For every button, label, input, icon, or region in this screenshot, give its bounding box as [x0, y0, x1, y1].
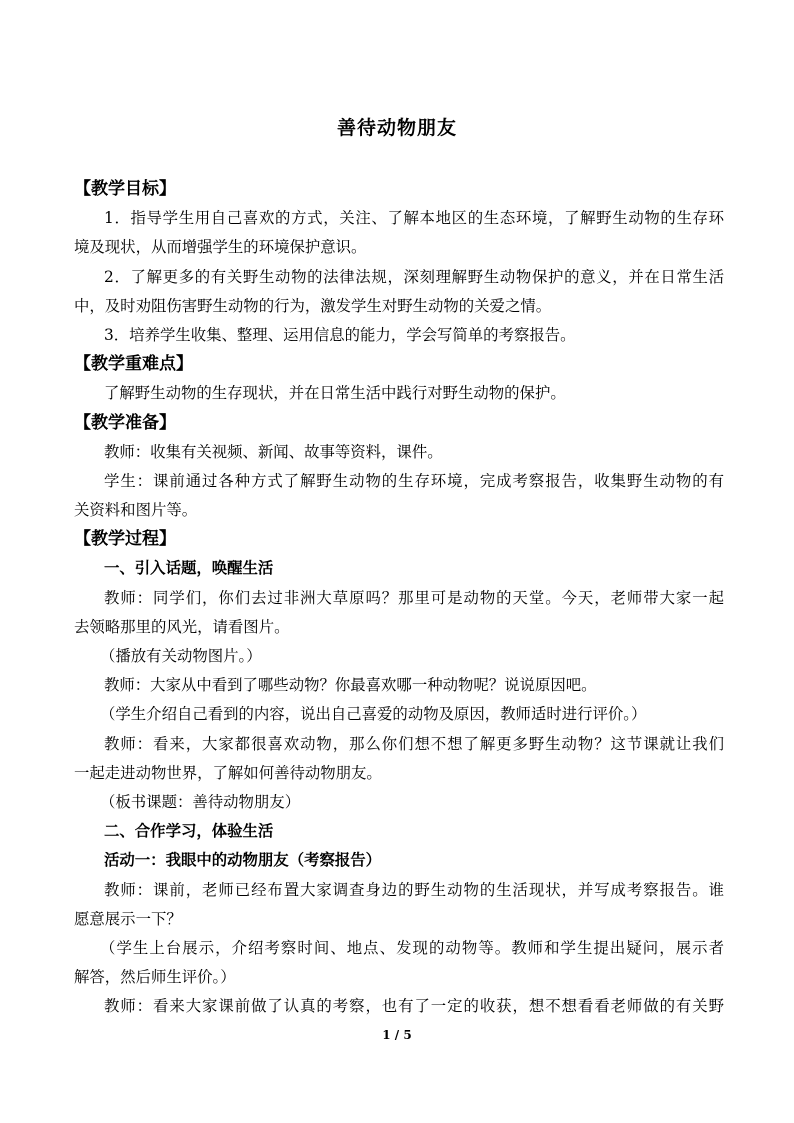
text-line: 教师：收集有关视频、新闻、故事等资料，课件。 [104, 442, 443, 461]
text-line: 境及现状，从而增强学生的环境保护意识。 [74, 238, 367, 257]
page-number: 1 / 5 [382, 1028, 412, 1042]
text-line: （学生上台展示，介绍考察时间、地点、发现的动物等。教师和学生提出疑问，展示者 [100, 938, 724, 957]
text-line: 1．指导学生用自己喜欢的方式，关注、了解本地区的生态环境，了解野生动物的生存环 [104, 209, 724, 228]
text-line: 活动一：我眼中的动物朋友（考察报告） [104, 851, 382, 870]
text-line: 教师：大家从中看到了哪些动物？你最喜欢哪一种动物呢？说说原因吧。 [104, 676, 597, 695]
document-body [74, 175, 724, 1021]
text-line: 解答，然后师生评价。） [74, 968, 236, 987]
section-heading: 【教学准备】 [74, 412, 176, 433]
text-line: 3．培养学生收集、整理、运用信息的能力，学会写简单的考察报告。 [104, 325, 576, 344]
text-line: 2．了解更多的有关野生动物的法律法规，深刻理解野生动物保护的意义，并在日常生活 [104, 267, 724, 286]
text-line: 关资料和图片等。 [74, 501, 198, 520]
text-line: 去领略那里的风光，请看图片。 [74, 617, 290, 636]
text-line: 教师：同学们，你们去过非洲大草原吗？那里可是动物的天堂。今天，老师带大家一起 [104, 588, 724, 607]
text-line: 一、引入话题，唤醒生活 [104, 559, 274, 578]
text-line: （播放有关动物图片。） [100, 647, 262, 665]
text-line: 教师：看来，大家都很喜欢动物，那么你们想不想了解更多野生动物？这节课就让我们 [104, 734, 724, 753]
text-line: 了解野生动物的生存现状，并在日常生活中践行对野生动物的保护。 [104, 384, 566, 403]
document-title: 善待动物朋友 [336, 117, 457, 139]
text-line: 愿意展示一下？ [74, 909, 182, 928]
text-line: （板书课题：善待动物朋友） [100, 792, 301, 811]
section-heading: 【教学重难点】 [74, 354, 193, 375]
text-line: （学生介绍自己看到的内容，说出自己喜爱的动物及原因，教师适时进行评价。） [100, 705, 647, 724]
text-line: 学生：课前通过各种方式了解野生动物的生存环境，完成考察报告，收集野生动物的有 [104, 471, 724, 490]
text-line: 一起走进动物世界，了解如何善待动物朋友。 [74, 763, 382, 782]
text-line: 中，及时劝阻伤害野生动物的行为，激发学生对野生动物的关爱之情。 [74, 296, 552, 315]
text-line: 教师：课前，老师已经布置大家调查身边的野生动物的生活现状，并写成考察报告。谁 [104, 880, 724, 899]
section-heading: 【教学过程】 [74, 529, 176, 550]
text-line: 二、合作学习，体验生活 [104, 822, 274, 841]
text-line: 教师：看来大家课前做了认真的考察，也有了一定的收获，想不想看看老师做的有关野 [104, 997, 724, 1016]
section-heading: 【教学目标】 [74, 179, 176, 199]
